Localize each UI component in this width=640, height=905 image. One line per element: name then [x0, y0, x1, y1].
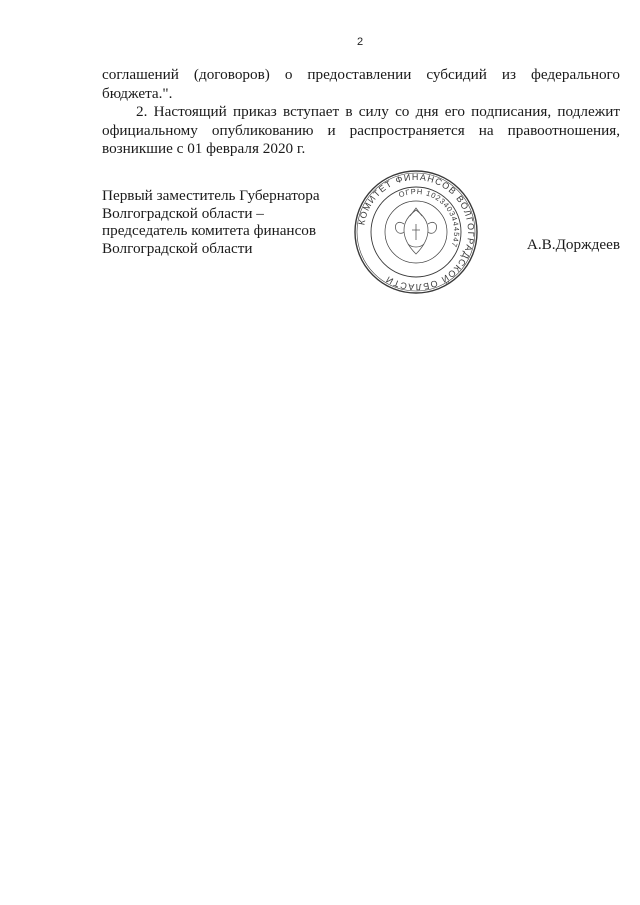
paragraph-effective-date: 2. Настоящий приказ вступает в силу со дня его подписания, подлежит официальному опубликованию и распространяется на правоотношения, возникшие с 01 февраля 2020 г. [102, 103, 620, 157]
seal-outer-text: КОМИТЕТ ФИНАНСОВ ВОЛГОГРАДСКОЙ ОБЛАСТИ [356, 171, 477, 293]
signer-position-line: Первый заместитель Губернатора [102, 187, 320, 204]
signer-position-line: председатель комитета финансов [102, 222, 317, 239]
page-number: 2 [356, 36, 364, 48]
signer-position-line: Волгоградской области – [102, 204, 264, 222]
signer-position [102, 187, 342, 257]
official-seal-icon [352, 168, 480, 296]
seal-emblem [395, 208, 436, 254]
signer-name: А.В.Дорждеев [526, 236, 620, 253]
signer-position-line: Волгоградской области [102, 239, 253, 257]
paragraph-continued: соглашений (договоров) о предоставлении субсидий из федерального бюджета.". [102, 66, 620, 102]
seal-inner-text: ОГРН 1023403444547 [397, 186, 462, 249]
